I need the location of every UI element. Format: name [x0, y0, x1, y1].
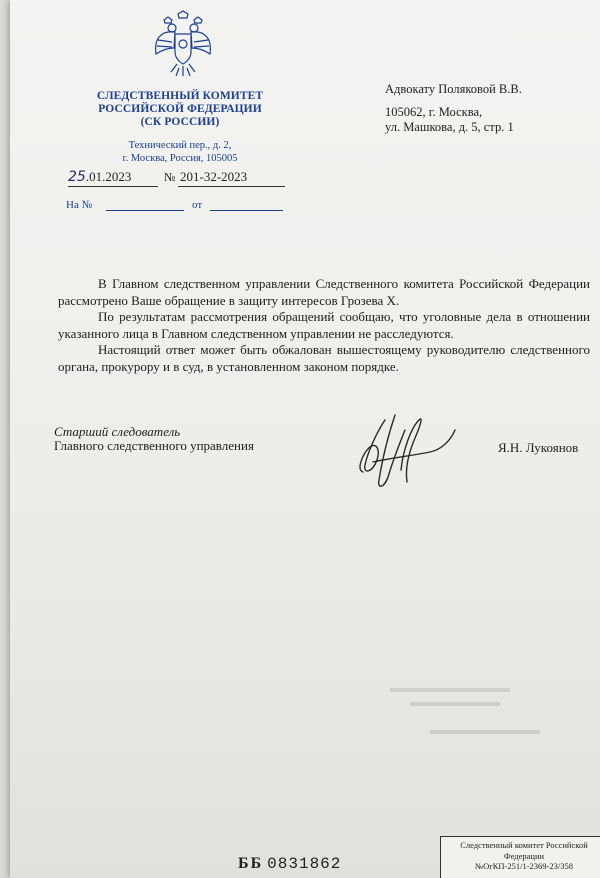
registration-stamp: [440, 836, 600, 878]
body-paragraph-3: Настоящий ответ может быть обжалован вышестоящему руководителю следственного органа, прокурору и в суд, в установленном законом порядке.: [58, 342, 590, 374]
serial-digits: 0831862: [267, 855, 342, 873]
org-address: [80, 139, 280, 165]
stamp-line-2: Федерации: [503, 850, 545, 861]
coat-of-arms-icon: [150, 10, 216, 78]
letter-body: [58, 276, 590, 375]
body-paragraph-1: В Главном следственном управлении Следственного комитета Российской Федерации рассмотрено Ваше обращение в защиту интересов Грозева Х.: [58, 276, 590, 308]
recipient-block: [385, 82, 522, 143]
org-line-3: (СК РОССИИ): [140, 116, 220, 128]
signatory-name: Я.Н. Лукоянов: [498, 440, 579, 455]
address-line-2: г. Москва, Россия, 105005: [122, 153, 238, 164]
incoming-date-label: от: [192, 199, 203, 211]
form-serial-number: [238, 855, 341, 873]
signatory-title-line-2: Главного следственного управления: [54, 438, 254, 453]
letter-sheet: [10, 0, 600, 878]
outgoing-date: [68, 169, 158, 187]
address-line-1: Технический пер., д. 2,: [128, 140, 232, 151]
signatory-title: [54, 425, 254, 453]
signatory-title-line-1: Старший следователь: [54, 424, 181, 439]
recipient-street: ул. Машкова, д. 5, стр. 1: [385, 120, 514, 134]
outgoing-number: 201-32-2023: [178, 169, 285, 187]
body-paragraph-2: По результатам рассмотрения обращений сообщаю, что уголовные дела в отношении указанного лица в Главном следственном управлении не расследуются.: [58, 309, 590, 341]
incoming-date-blank: [210, 210, 283, 211]
stamp-line-1: Следственный комитет Российской: [460, 840, 588, 850]
incoming-number-label: На №: [66, 199, 93, 211]
stamp-line-3: №ОгКП-251/1-2369-23/358: [474, 861, 573, 871]
handwritten-signature: [345, 410, 460, 500]
org-line-1: СЛЕДСТВЕННЫЙ КОМИТЕТ: [96, 90, 264, 102]
recipient-city: 105062, г. Москва,: [385, 105, 483, 119]
date-day-handwritten: 25: [68, 169, 86, 185]
org-name: [80, 90, 280, 129]
serial-prefix: ББ: [238, 855, 264, 872]
outgoing-number-label: №: [164, 170, 176, 184]
date-rest: .01.2023: [85, 169, 132, 184]
recipient-name: Адвокату Поляковой В.В.: [385, 82, 522, 96]
incoming-number-blank: [106, 210, 184, 211]
org-line-2: РОССИЙСКОЙ ФЕДЕРАЦИИ: [98, 103, 262, 115]
faint-stamp-imprint: [390, 680, 570, 760]
